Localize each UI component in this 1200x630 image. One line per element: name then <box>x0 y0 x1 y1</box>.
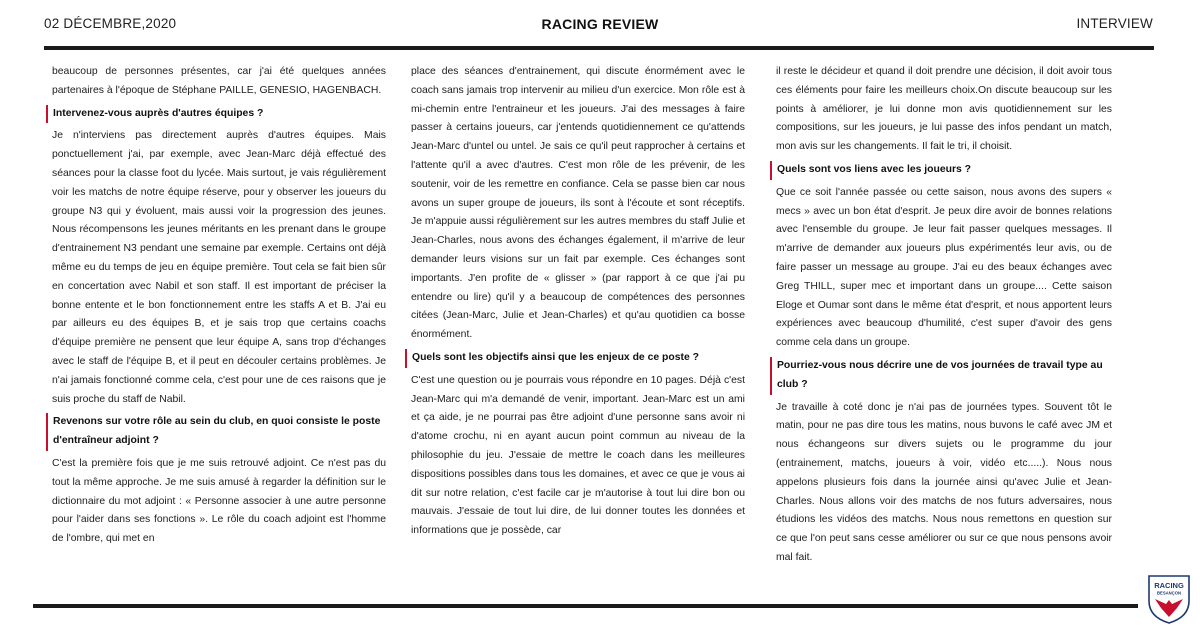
logo-text-racing: RACING <box>1154 581 1184 590</box>
paragraph: Je travaille à coté donc je n'ai pas de journées types. Souvent tôt le matin, pour ne pas dire tous les matins, nous buvons le café avec JM et nous échangeons sur divers sujets ou le programme du jour (entrainement, matchs, joueurs à voir, vidéo etc.....). Nous nous appelons plusieurs fois dans la journée ainsi qu'avec Julie et Jean-Charles. Nous allons voir des matchs de nos futurs adversaires, nous étudions les vidéos des matchs. Nous nous remettons en question sur ce que l'on peut sans cesse améliorer ou sur ce que nous pensons avoir mal fait. <box>776 401 1112 563</box>
bottom-divider <box>33 604 1138 608</box>
section-label: INTERVIEW <box>1076 16 1153 31</box>
paragraph: il reste le décideur et quand il doit prendre une décision, il doit avoir tous ces éléments pour faire les meilleurs choix.On discute beaucoup sur les points à améliorer, je lui donne mon avis quotidiennement sur les compositions, sur les joueurs, je lui passe des infos pendant un match, mon avis sur les changements. Il fait le tri, il choisit. <box>776 66 1112 153</box>
logo-text-besancon: BESANÇON <box>1157 590 1181 596</box>
publication-title: RACING REVIEW <box>541 16 659 32</box>
paragraph: Je n'interviens pas directement auprès d'autres équipes. Mais ponctuellement j'ai, par exemple, avec Jean-Marc déjà effectué des séances pour la classe foot du lycée. Mais surtout, je vais régulièrement voir les matchs de notre équipe réserve, pour y observer les joueurs du groupe N3 qui y évoluent, mais aussi voir la progression des jeunes. Nous récompensons les jeunes méritants en les prenant dans le groupe d'entrainement N3 pendant une semaine par exemple. Certains ont déjà même eu du temps de jeu en équipe première. Tout cela se fait bien sûr en concertation avec Nabil et son staff. Il est important de préciser la bonne entente et le bon fonctionnement entre les staffs A et B. J'ai eu par ailleurs eu des équipes B, et je sais trop que certains coachs d'équipe première ne pensent que leur équipe A, sans trop d'échanges avec le staff de l'équipe B, et il peut en découler certains problèmes. Je n'ai jamais fonctionné comme cela, c'est pour une de ces raisons que je suis proche du staff de Nabil. <box>52 130 386 405</box>
text-column-1 <box>52 63 386 549</box>
question-heading: Intervenez-vous auprès d'autres équipes ? <box>46 105 386 124</box>
question-heading: Revenons sur votre rôle au sein du club, en quoi consiste le poste d'entraîneur adjoint ? <box>46 413 386 451</box>
top-divider <box>44 46 1154 50</box>
paragraph: Que ce soit l'année passée ou cette saison, nous avons des supers « mecs » avec un bon état d'esprit. Je peux dire avoir de bonnes relations avec l'ensemble du groupe. Je leur fait passer quelques messages. Il m'arrive de demander aux joueurs plus expérimentés leur avis, ou de faire passer un message au groupe. J'ai eu des beaux échanges avec Greg THILL, super mec et important dans un groupe.... Cette saison Eloge et Oumar sont dans le même état d'esprit, et nous apportent leurs expériences avec beaucoup d'humilité, c'est super d'avoir des gens comme cela dans un groupe. <box>776 186 1112 349</box>
issue-date: 02 DÉCEMBRE,2020 <box>44 16 177 31</box>
racing-besancon-logo <box>1146 573 1192 625</box>
question-heading: Quels sont les objectifs ainsi que les enjeux de ce poste ? <box>405 349 745 368</box>
text-column-2 <box>411 63 745 541</box>
paragraph: place des séances d'entrainement, qui discute énormément avec le coach sans jamais trop intervenir au milieu d'un exercice. Mon rôle est à mi-chemin entre l'entraineur et les joueurs. J'ai des messages à faire passer à certains joueurs, car j'entends quotidiennement ce qu'attends Jean-Marc d'untel ou untel. Je sais ce qu'il peut rapprocher à certains et l'attente qu'il a avec d'autres. C'est mon rôle de les prévenir, de les soutenir, voir de les remettre en confiance. Cela se passe bien car nous avons un super groupe de joueurs, ils sont à l'écoute et sont réceptifs. Je m'appuie aussi régulièrement sur les autres membres du staff Julie et Jean-Charles, nous avons des échanges également, il m'arrive de leur demander leurs visions sur un fait par exemple. Ces échanges sont importants. J'en profite de « glisser » (par rapport à ce que j'ai pu entendre ou lire) qu'il y a beaucoup de compétences des personnes citées (Jean-Marc, Julie et Jean-Charles) et qu'au quotidien ca bosse énormément. <box>411 66 745 341</box>
question-heading: Quels sont vos liens avec les joueurs ? <box>770 161 1112 180</box>
paragraph: C'est la première fois que je me suis retrouvé adjoint. Ce n'est pas du tout la même approche. Je me suis amusé à regarder la définition sur le dictionnaire du mot adjoint : « Personne associer à une autre personne pour l'aider dans ses fonctions ». Le rôle du coach adjoint est l'homme de l'ombre, qui met en <box>52 457 386 545</box>
text-column-3 <box>776 63 1112 568</box>
paragraph: C'est une question ou je pourrais vous répondre en 10 pages. Déjà c'est Jean-Marc qui m'a demandé de venir, important. Jean-Marc est un ami et ça aide, je ne pourrai pas être adjoint d'une personne sans avoir ni d'atome crochu, ni en ayant aucun point commun au niveau de la philosophie du jeu. J'essaie de mettre le coach dans les meilleures dispositions possibles dans tous les domaines, et avec ce que je vous ai dit sur notre relation, c'est facile car je m'autorise à tout lui dire bon ou mauvais. J'essaie de tout lui dire, de lui donner toutes les données et informations que je possède, car <box>411 374 745 537</box>
question-heading: Pourriez-vous nous décrire une de vos journées de travail type au club ? <box>770 357 1112 395</box>
paragraph: beaucoup de personnes présentes, car j'ai été quelques années partenaires à l'époque de Stéphane PAILLE, GENESIO, HAGENBACH. <box>52 66 386 96</box>
